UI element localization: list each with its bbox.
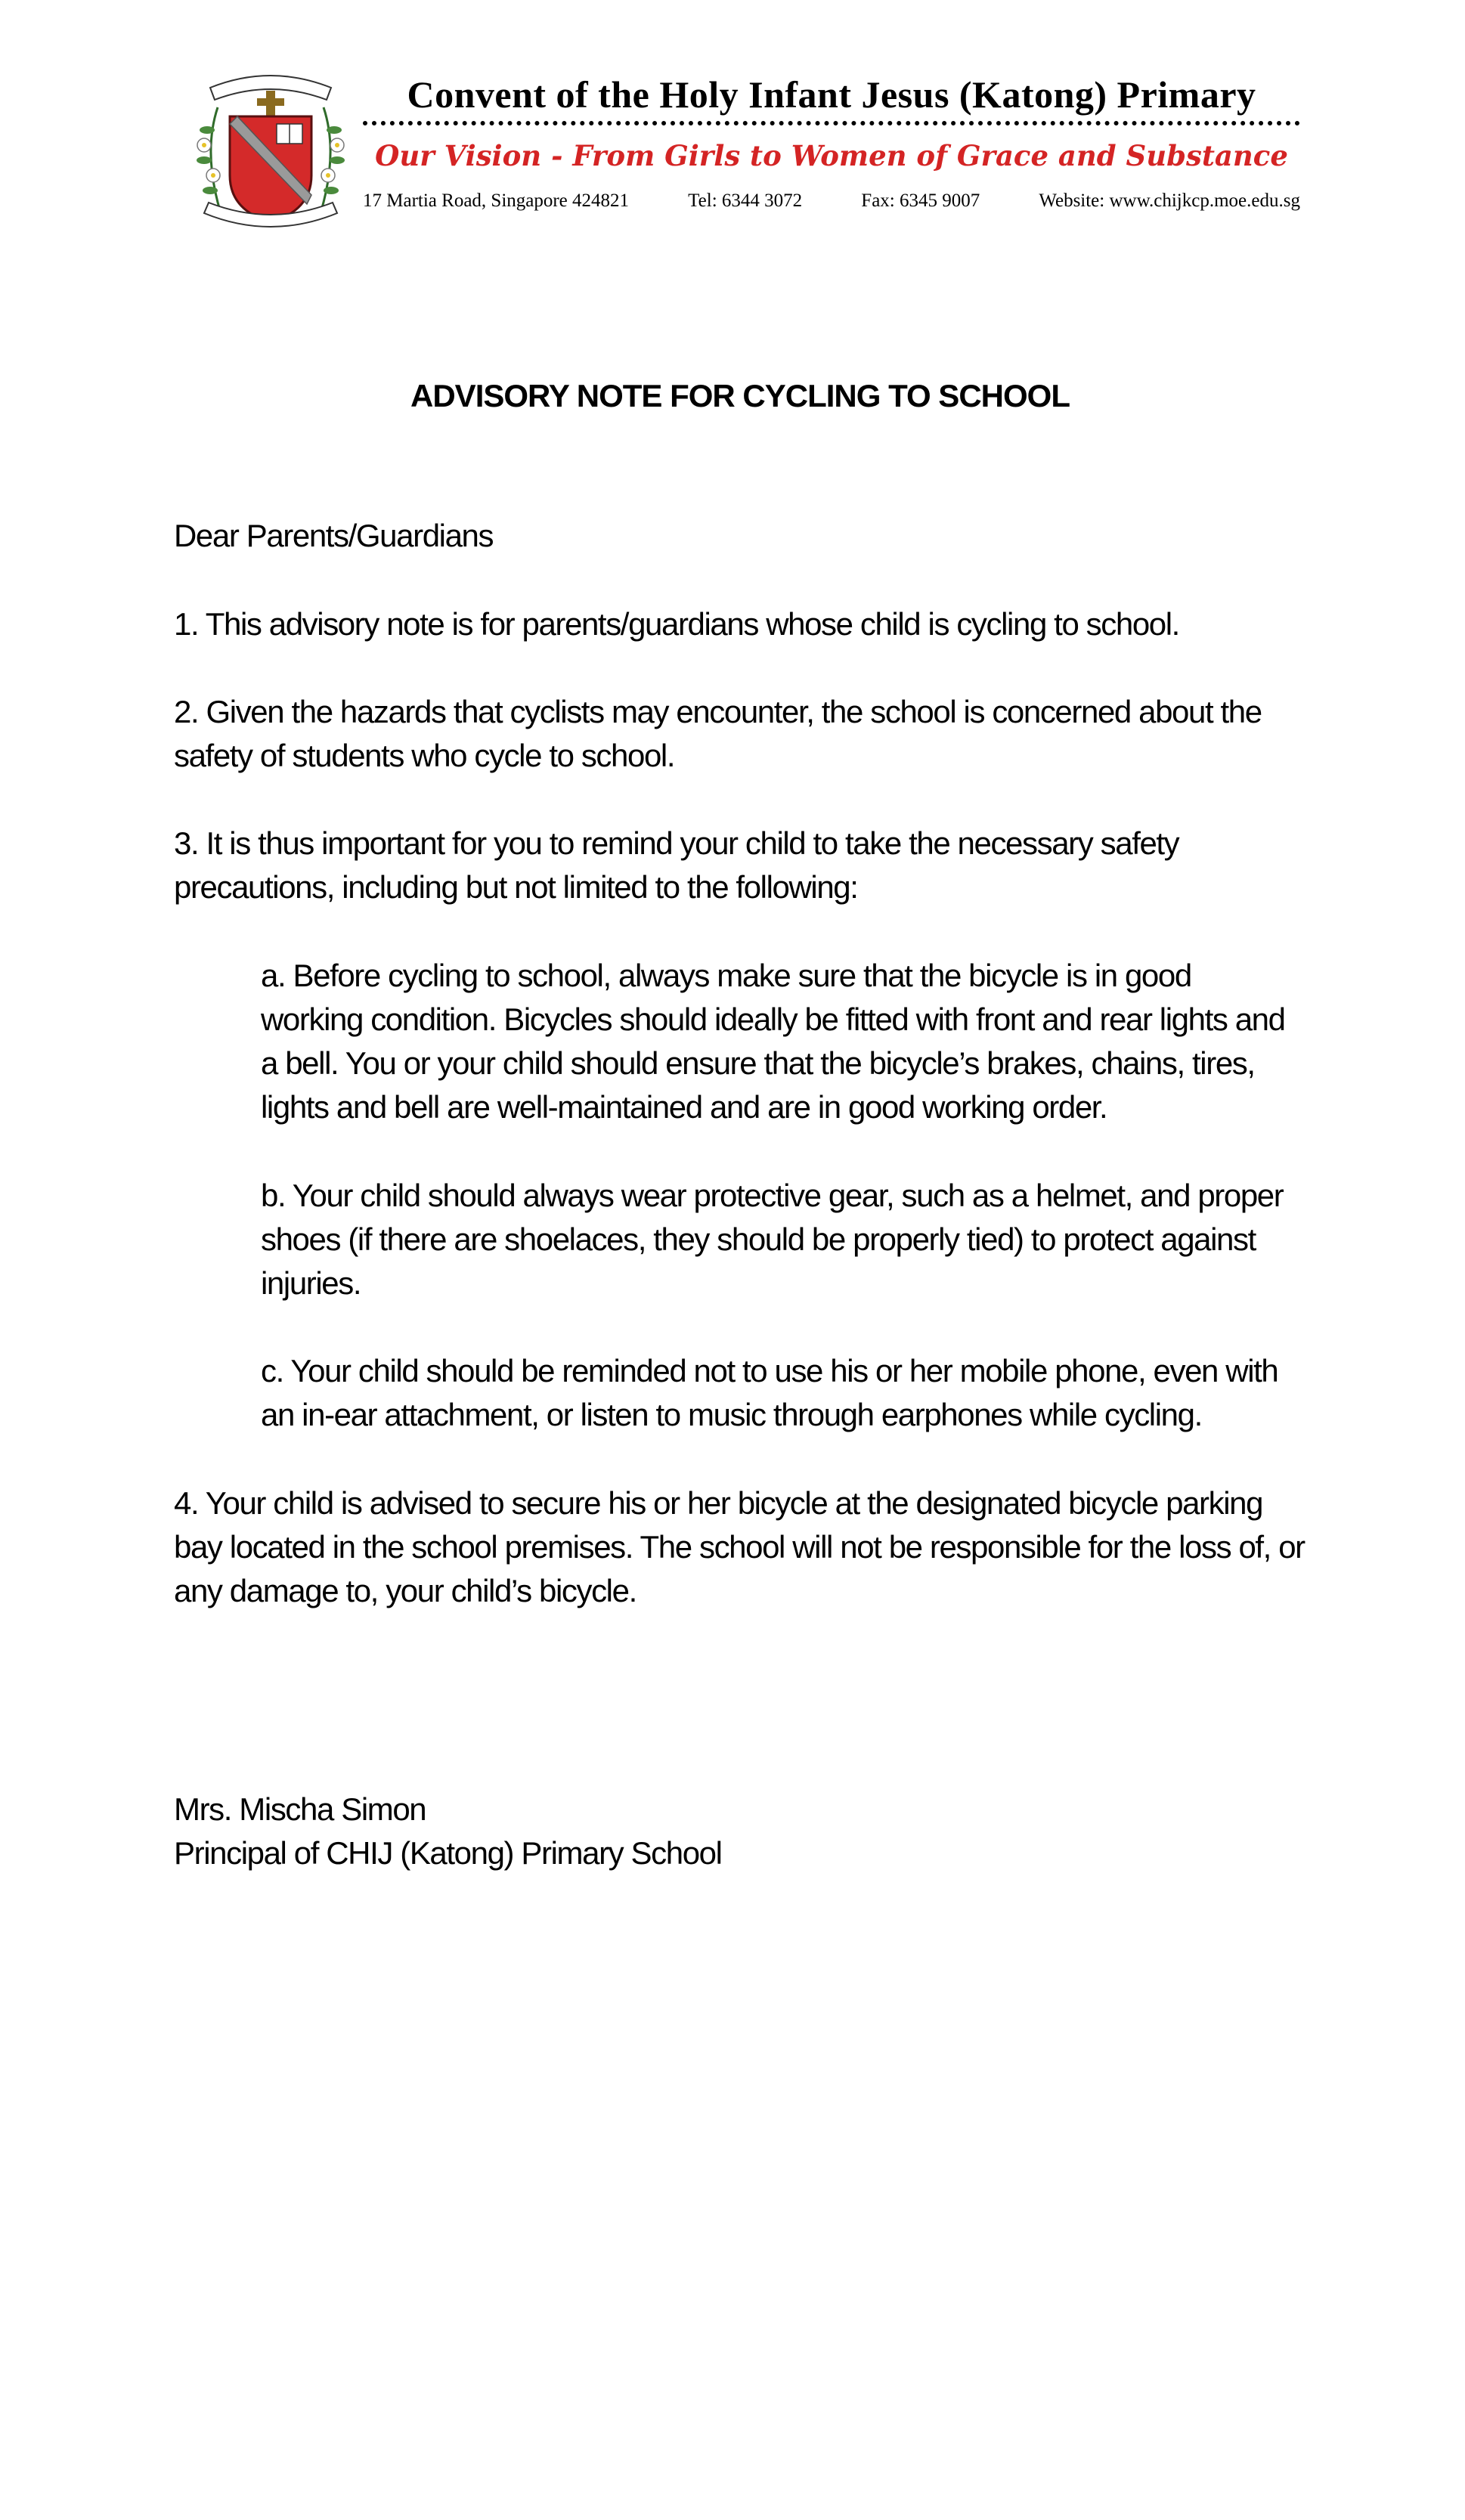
paragraph-2-line-2: safety of students who cycle to school. — [174, 738, 675, 773]
paragraph-4-line-1: 4. Your child is advised to secure his or her bicycle at the designated bicycle parking — [174, 1485, 1263, 1521]
paragraph-2 — [174, 690, 1308, 778]
item-a-line-4: lights and bell are well-maintained and are in good working order. — [261, 1089, 1107, 1125]
item-b-line-3: injuries. — [261, 1265, 361, 1301]
item-a — [261, 954, 1308, 1129]
item-b — [261, 1174, 1308, 1305]
signatory-name: Mrs. Mischa Simon — [174, 1791, 426, 1827]
fax: Fax: 6345 9007 — [861, 190, 980, 211]
paragraph-3-line-2: precautions, including but not limited to the following: — [174, 869, 858, 905]
item-a-line-2: working condition. Bicycles should ideally be fitted with front and rear lights and — [261, 1001, 1285, 1037]
website: Website: www.chijkcp.moe.edu.sg — [1039, 190, 1300, 211]
school-vision: Our Vision - From Girls to Women of Grace and Substance — [375, 139, 1288, 172]
letterhead-divider — [363, 121, 1300, 125]
address: 17 Martia Road, Singapore 424821 — [363, 190, 630, 211]
paragraph-3-line-1: 3. It is thus important for you to remind your child to take the necessary safety — [174, 825, 1179, 861]
signature-block — [174, 1788, 1308, 1875]
telephone: Tel: 6344 3072 — [688, 190, 803, 211]
salutation: Dear Parents/Guardians — [174, 518, 494, 553]
item-c — [261, 1349, 1308, 1437]
item-c-line-2: an in-ear attachment, or listen to music through earphones while cycling. — [261, 1397, 1202, 1432]
paragraph-4-line-3: any damage to, your child’s bicycle. — [174, 1573, 636, 1608]
signatory-title: Principal of CHIJ (Katong) Primary School — [174, 1835, 722, 1871]
paragraph-1: 1. This advisory note is for parents/guardians whose child is cycling to school. — [174, 606, 1179, 642]
paragraph-3 — [174, 822, 1308, 909]
item-b-line-2: shoes (if there are shoelaces, they should be properly tied) to protect against — [261, 1221, 1256, 1257]
paragraph-2-line-1: 2. Given the hazards that cyclists may encounter, the school is concerned about the — [174, 694, 1262, 729]
paragraph-4-line-2: bay located in the school premises. The school will not be responsible for the loss of, or — [174, 1529, 1305, 1565]
school-crest-logo — [187, 62, 354, 240]
school-name: Convent of the Holy Infant Jesus (Katong) Primary — [407, 73, 1256, 116]
item-c-line-1: c. Your child should be reminded not to use his or her mobile phone, even with — [261, 1353, 1278, 1388]
document-title: ADVISORY NOTE FOR CYCLING TO SCHOOL — [410, 378, 1070, 413]
item-b-line-1: b. Your child should always wear protective gear, such as a helmet, and proper — [261, 1178, 1284, 1213]
contact-line — [363, 190, 1300, 212]
item-a-line-1: a. Before cycling to school, always make sure that the bicycle is in good — [261, 958, 1191, 993]
item-a-line-3: a bell. You or your child should ensure that the bicycle’s brakes, chains, tires, — [261, 1045, 1255, 1081]
paragraph-4 — [174, 1481, 1308, 1613]
